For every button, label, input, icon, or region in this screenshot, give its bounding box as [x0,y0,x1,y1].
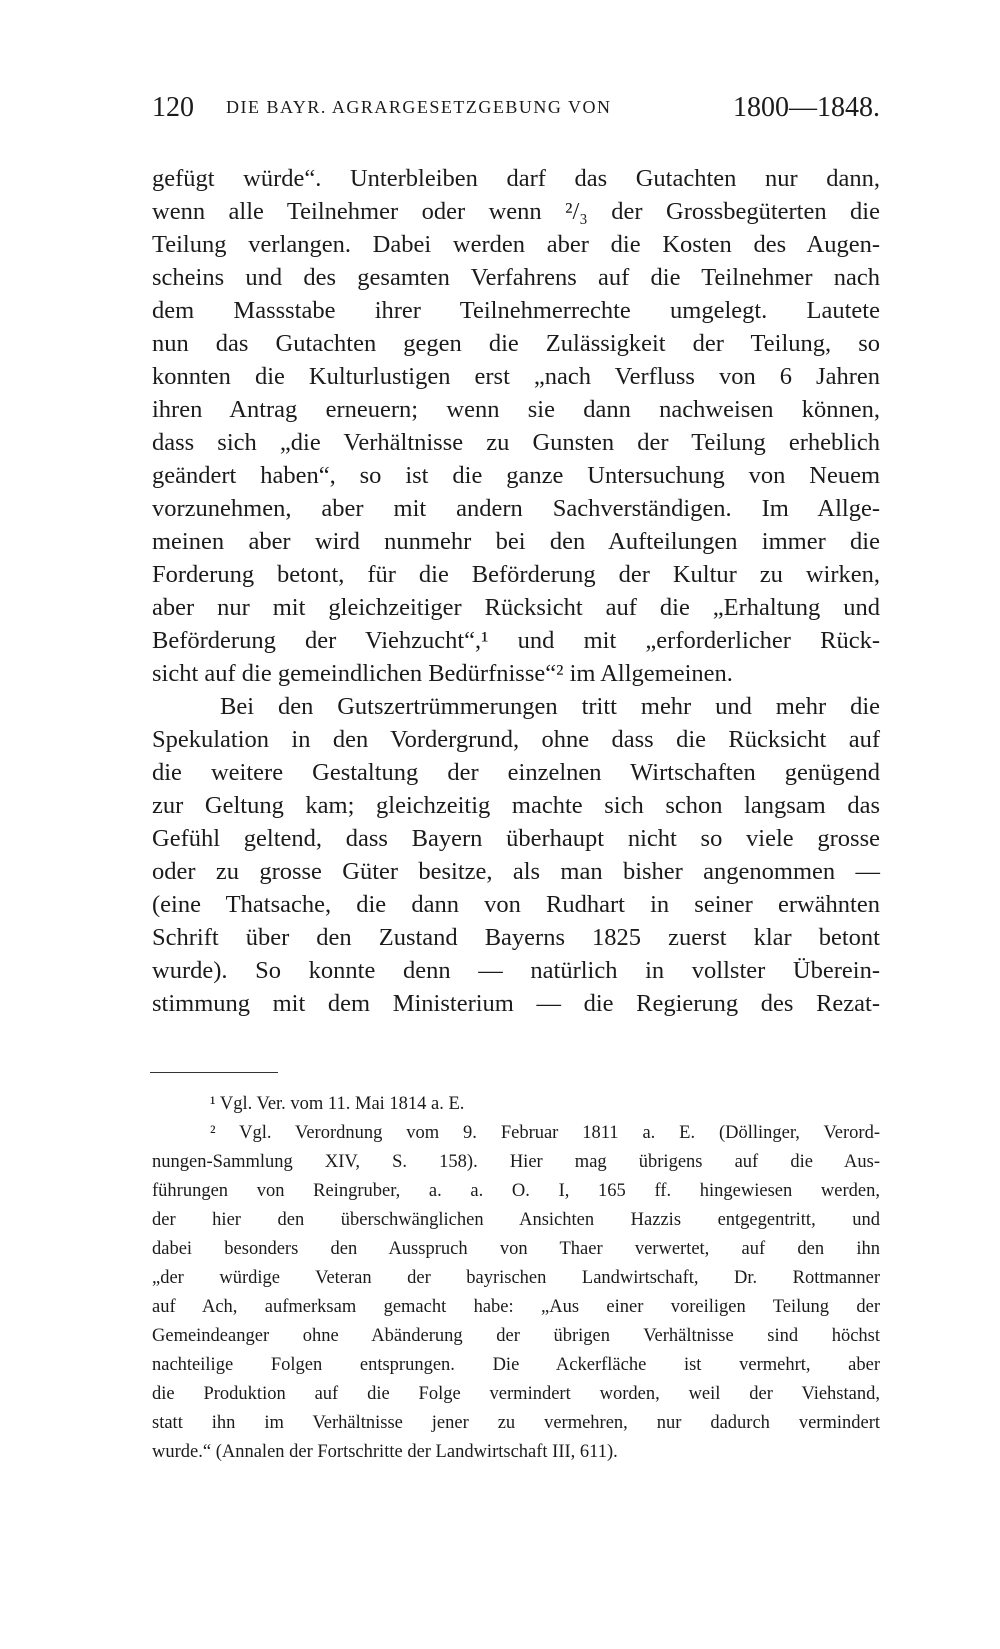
text-line: geändert haben“, so ist die ganze Untersuchung von Neuem [152,462,880,489]
text-line: konnten die Kulturlustigen erst „nach Verfluss von 6 Jahren [152,363,880,390]
footnote-line: statt ihn im Verhältnisse jener zu vermehren, nur dadurch vermindert [152,1413,880,1433]
text-line: Forderung betont, für die Beförderung der Kultur zu wirken, [152,561,880,588]
footnote-line: der hier den überschwänglichen Ansichten Hazzis entgegentritt, und [152,1210,880,1230]
footnote-divider [150,1072,278,1073]
text-line: ihren Antrag erneuern; wenn sie dann nachweisen können, [152,396,880,423]
body-text [152,162,880,1020]
footnotes [152,1090,880,1467]
text-line: Gefühl geltend, dass Bayern überhaupt nicht so viele grosse [152,825,880,852]
page-header [152,92,880,132]
footnote-line: nungen-Sammlung XIV, S. 158). Hier mag übrigens auf die Aus- [152,1152,880,1172]
text-line: die weitere Gestaltung der einzelnen Wirtschaften genügend [152,759,880,786]
text-line: Teilung verlangen. Dabei werden aber die Kosten des Augen- [152,231,880,258]
text-line: Spekulation in den Vordergrund, ohne dass die Rücksicht auf [152,726,880,753]
text-line: wurde). So konnte denn — natürlich in vollster Überein- [152,957,880,984]
footnote-line: Gemeindeanger ohne Abänderung der übrigen Verhältnisse sind höchst [152,1326,880,1346]
footnote-line: wurde.“ (Annalen der Fortschritte der Landwirtschaft III, 611). [152,1442,618,1462]
text-line: oder zu grosse Güter besitze, als man bisher angenommen — [152,858,880,885]
text-line: sicht auf die gemeindlichen Bedürfnisse“² im Allgemeinen. [152,660,733,687]
text-line: Beförderung der Viehzucht“,¹ und mit „erforderlicher Rück- [152,627,880,654]
text-line: zur Geltung kam; gleichzeitig machte sich schon langsam das [152,792,880,819]
footnote-line: „der würdige Veteran der bayrischen Landwirtschaft, Dr. Rottmanner [152,1268,880,1288]
page-number: 120 [152,92,194,123]
paragraph-first-line: Bei den Gutszertrümmerungen tritt mehr und mehr die [220,693,880,720]
footnote-line: auf Ach, aufmerksam gemacht habe: „Aus einer voreiligen Teilung der [152,1297,880,1317]
footnote-line: dabei besonders den Ausspruch von Thaer verwertet, auf den ihn [152,1239,880,1259]
text-line: meinen aber wird nunmehr bei den Aufteilungen immer die [152,528,880,555]
text-line: (eine Thatsache, die dann von Rudhart in seiner erwähnten [152,891,880,918]
footnote-line: führungen von Reingruber, a. a. O. I, 165 ff. hingewiesen werden, [152,1181,880,1201]
footnote-1: ¹ Vgl. Ver. vom 11. Mai 1814 a. E. [210,1094,465,1114]
footnote-2: ² Vgl. Verordnung vom 9. Februar 1811 a. E. (Döllinger, Verord- [210,1123,880,1143]
footnote-line: nachteilige Folgen entsprungen. Die Ackerfläche ist vermehrt, aber [152,1355,880,1375]
text-line: nun das Gutachten gegen die Zulässigkeit der Teilung, so [152,330,880,357]
text-line: aber nur mit gleichzeitiger Rücksicht auf die „Erhaltung und [152,594,880,621]
text-line: scheins und des gesamten Verfahrens auf die Teilnehmer nach [152,264,880,291]
text-line: dem Massstabe ihrer Teilnehmerrechte umgelegt. Lautete [152,297,880,324]
text-line: Schrift über den Zustand Bayerns 1825 zuerst klar betont [152,924,880,951]
text-line: dass sich „die Verhältnisse zu Gunsten der Teilung erheblich [152,429,880,456]
running-title: DIE BAYR. AGRARGESETZGEBUNG VON [226,97,612,117]
text-line: gefügt würde“. Unterbleiben darf das Gutachten nur dann, [152,165,880,192]
text-line: stimmung mit dem Ministerium — die Regierung des Rezat- [152,990,880,1017]
text-line: vorzunehmen, aber mit andern Sachverständigen. Im Allge- [152,495,880,522]
text-line: wenn alle Teilnehmer oder wenn ²/₃ der Grossbegüterten die [152,198,880,225]
running-title-years: 1800—1848. [733,92,880,123]
footnote-line: die Produktion auf die Folge vermindert worden, weil der Viehstand, [152,1384,880,1404]
